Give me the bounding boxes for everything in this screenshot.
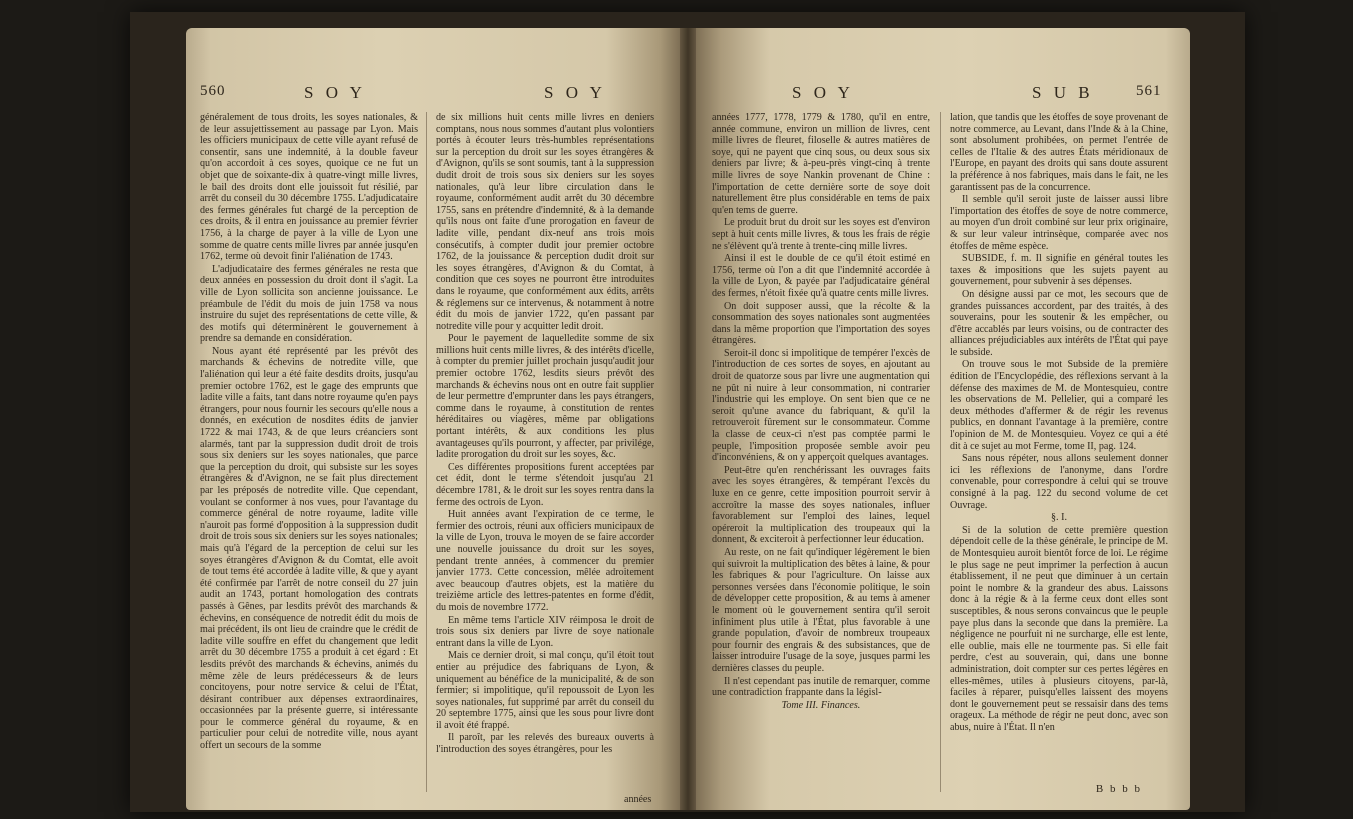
- paragraph: Il n'est cependant pas inutile de remarquer, comme une contradiction frappante dans la législ-: [712, 675, 930, 699]
- column-rule: [940, 112, 941, 792]
- paragraph: Il semble qu'il seroit juste de laisser aussi libre l'importation des étoffes de soye de notre commerce, au moyen d'un droit combiné sur leur prix originaire, & sur leur valeur intrinsèque, comparée avec nos étoffes de même espèce.: [950, 194, 1168, 252]
- paragraph: lation, que tandis que les étoffes de soye provenant de notre commerce, au Levant, dans l'Inde & à la Chine, sont absolument prohibées, on permet l'entrée de celles de l'Italie & des autres États méridionaux de l'Europe, en payant des droits qui sans doute assurent la préférence à nos fabriques, mais dans le fait, ne les garantissent pas de la concurrence.: [950, 112, 1168, 193]
- paragraph: En même tems l'article XIV réimposa le droit de trois sous six deniers par livre de soye nationale entrant dans la ville de Lyon.: [436, 614, 654, 649]
- paragraph: Le produit brut du droit sur les soyes est d'environ sept à huit cents mille livres, & tous les frais de régie ne s'élèvent qu'à trente à trente-cinq mille livres.: [712, 217, 930, 252]
- catchword: années: [624, 794, 652, 805]
- signature-mark: B b b b: [1095, 783, 1142, 795]
- paragraph: Huit années avant l'expiration de ce terme, le fermier des octrois, réuni aux officiers municipaux de la ville de Lyon, trouva le moyen de se faire accorder une nouvelle jouissance du droit sur les soyes, pendant trente années, à commencer du premier janvier 1773. Cette concession, mêlée adroitement avec beaucoup d'autres objets, est la matière du treizième article des lettres-patentes en forme d'édit, du mois de novembre 1772.: [436, 509, 654, 613]
- paragraph: Si de la solution de cette première question dépendoit celle de la thèse générale, le principe de M. de Montesquieu auroit bientôt force de loi. Le régime le plus sage ne peut imprimer la perfection à aucun établissement, il ne peut que diminuer à un certain point le nombre & la grandeur des abus. Laissons donc à la régie & à la ferme ceux dont elles sont susceptibles, & nous serons convaincus que le peuple paye plus dans la seconde que dans la première. La négligence ne pourfuit ni ne surcharge, elle est lente, elle oublie, mais elle ne tourmente pas. Si elle fait perdre, c'est au souverain, qui, dans une bonne administration, doit compter sur ces pertes légères en elles-mêmes, utiles à plusieurs citoyens, par-là, faciles à réparer, puisqu'elles laissent des moyens dont le gouvernement peut se ressaisir dans des tems orageux. La méthode de régir ne peut donc, avec son abus, nuire à l'État. Il n'en: [950, 524, 1168, 733]
- left-page-number: 560: [200, 83, 226, 99]
- left-running-head-1: S O Y: [304, 83, 366, 102]
- paragraph: Mais ce dernier droit, si mal conçu, qu'il étoit tout entier au préjudice des fabriquans de Lyon, & uniquement au bénéfice de la municipalité, & de son fermier; si impolitique, qu'il repoussoit de Lyon les soyes nationales, fut supprimé par arrêt du conseil du 20 septembre 1775, ainsi que les sous pour livre dont il avoit été frappé.: [436, 650, 654, 731]
- right-running-head-1: S O Y: [792, 83, 854, 102]
- paragraph: Au reste, on ne fait qu'indiquer légèrement le bien qui suivroit la multiplication des bêtes à laine, & pour les fabriques & pour l'agriculture. On laisse aux personnes versées dans l'économie politique, le soin de développer cette proposition, & au tems à amener le moment où le gouvernement sentira qu'il seroit infiniment plus utile à l'État, plus favorable à une grande population, d'avoir de nombreux troupeaux pour fournir des engrais & des subsistances, que de laisser introduire l'usage de la soye, jusques parmi les dernières classes du peuple.: [712, 546, 930, 674]
- column-rule: [426, 112, 427, 792]
- left-column-1: [200, 112, 418, 802]
- subside-entry: SUBSIDE, f. m. Il signifie en général toutes les taxes & impositions que les sujets payent au gouvernement, pour subvenir à ses dépenses.: [950, 253, 1168, 288]
- left-page-header: [186, 83, 680, 107]
- paragraph: On désigne aussi par ce mot, les secours que de grandes puissances accordent, par des traités, à des souverains, pour les soutenir & les empêcher, ou d'être accablés par leurs voisins, ou de contracter des alliances préjudiciables aux intérêts de l'État qui paye le subside.: [950, 288, 1168, 358]
- volume-footer: Tome III. Finances.: [781, 699, 861, 711]
- left-page: [186, 28, 680, 810]
- paragraph: années 1777, 1778, 1779 & 1780, qu'il en entre, année commune, environ un million de livres, cent mille livres de fleuret, filoselle & autres matières de soye, qui ne payent que cinq sous, ou deux sous six deniers par livre; & à-peu-près vingt-cinq à trente mille livres de soye Nankin provenant de Chine : l'importation de cette dernière sorte de soye doit naturellement être plus considérable en tems de paix qu'en tems de guerre.: [712, 112, 930, 216]
- right-column-1: [712, 112, 930, 802]
- paragraph: Sans nous répéter, nous allons seulement donner ici les réflexions de l'anonyme, dans l'ordre convenable, pour correspondre à celui qui se trouve consigné à la pag. 122 du second volume de cet Ouvrage.: [950, 453, 1168, 511]
- paragraph: Il paroît, par les relevés des bureaux ouverts à l'introduction des soyes étrangères, pour les: [436, 732, 654, 756]
- paragraph: Nous ayant été représenté par les prévôt des marchands & échevins de notredite ville, que l'aliénation qui leur a été faite desdits droits, jusqu'au premier octobre 1762, est le gage des emprunts que ladite ville a faits, tant dans notre royaume qu'en pays étrangers, pour nous fournir les secours qu'elle nous a donnés, en exécution de nosdites édits de janvier 1722 & mai 1743, & de que leurs créanciers sont alarmés, tant par la suppression dudit droit de trois sous six deniers sur les soyes nationales, que parce que la perception du droit, qui subsiste sur les soyes étrangères & d'Avignon, ne se fait plus directement par les préposés de notredite ville. Que cependant, voulant se conformer à nos vues, pour l'avantage du commerce général de notre royaume, ladite ville n'auroit pas formé d'opposition à la suppression dudit droit de trois sous six deniers sur les soyes nationales; mais qu'à l'égard de la perception de celui sur les soyes étrangères d'Avignon & du Comtat, elle avoit de tout tems été accordée à ladite ville, & que y ayant été confirmée par l'arrêt de notre conseil du 27 juin audit an 1743, portant homologation des contrats passés à Gênes, par lesdits prévôt des marchands & échevins, en conséquence de notredit édit du mois de mai précédent, ils ont lieu de craindre que le crédit de ladite ville souffre en effet du changement que ledit arrêt du 30 décembre 1755 a produit à cet égard : Et lesdits prévôt des marchands & échevins, animés du même zèle de leurs prédécesseurs & de leurs concitoyens, pour notre service & celui de l'État, désirant contribuer aux dépenses extraordinaires, occasionnées par la présente guerre, si intéressante pour le commerce général du royaume, & en particulier pour celui de notredite ville, nous ayant offert un secours de la somme: [200, 345, 418, 752]
- right-page-header: [696, 83, 1190, 107]
- paragraph: généralement de tous droits, les soyes nationales, & de leur assujettissement au passage par Lyon. Mais les officiers municipaux de cette ville ayant refusé de consentir, sans une indemnité, à la double faveur qu'on accordoit à ces soyes, quoique ce ne fut un objet que de soixante-dix à quatre-vingt mille livres, le bail des droits dont elle jouissoit fut résilié, par arrêt du conseil du 30 décembre 1755. L'adjudicataire des fermes générales fut chargé de la perception de ces droits, & il entra en jouissance au premier février 1756, à la charge de payer à la ville de Lyon une somme de quatre cents mille livres par année jusqu'en 1762, terme où devoit finir l'aliénation de 1743.: [200, 112, 418, 263]
- book-gutter: [678, 28, 698, 810]
- paragraph: Ces différentes propositions furent acceptées par cet édit, dont le terme s'étendoit jusqu'au 21 décembre 1781, & le droit sur les soyes rentra dans la ferme des octrois de Lyon.: [436, 461, 654, 508]
- section-heading: §. I.: [1051, 512, 1067, 524]
- open-book: [130, 12, 1245, 812]
- right-column-2: [950, 112, 1168, 802]
- right-page-number: 561: [1136, 83, 1162, 99]
- paragraph: Ainsi il est le double de ce qu'il étoit estimé en 1756, terme où l'on a dit que l'indemnité accordée à la ville de Lyon, & payée par l'adjudicataire général des fermes, n'étoit fixée qu'à quatre cents mille livres.: [712, 253, 930, 299]
- paragraph: Seroit-il donc si impolitique de tempérer l'excès de l'introduction de ces sortes de soyes, en ajoutant au droit de quatorze sous par livre une augmentation qui ne pût ni nuire à leur consommation, ni contrarier l'industrie qui les employe. On sent bien que ce ne seroit qu'une avance du fabriquant, & qu'il la retrouveroit fûrement sur le consommateur. Comme la classe de ceux-ci n'est pas comptée parmi le peuple, l'imposition proposée semble avoir peu d'inconvéniens, & on y apperçoit quelques avantages.: [712, 347, 930, 464]
- paragraph: On trouve sous le mot Subside de la première édition de l'Encyclopédie, des réflexions servant à la défense des maximes de M. de Montesquieu, contre les observations de M. Pellelier, qui a comparé les deux méthodes d'affermer & de régir les revenus publics, en donnant l'avantage à la première, contre l'opinion de M. de Montesquieu. Voyez ce qui a été dit à ce sujet au mot Ferme, tome II, pag. 124.: [950, 359, 1168, 452]
- left-column-2: [436, 112, 654, 802]
- paragraph: Pour le payement de laquelledite somme de six millions huit cents mille livres, & des intérêts d'icelle, à compter du premier juillet prochain jusqu'audit jour premier octobre 1762, lesdits sieurs prévôt des marchands & échevins nous ont en outre fait supplier de leur permettre d'emprunter dans les pays étrangers, comme dans le royaume, à constitution de rentes héréditaires ou viagères, même par obligations portant intérêts, & aux conditions les plus avantageuses qu'ils pourront, y affecter, par privilége, ladite prorogation du droit sur les soyes, &c.: [436, 333, 654, 461]
- right-page: [696, 28, 1190, 810]
- paragraph: On doit supposer aussi, que la récolte & la consommation des soyes nationales sont augmentées dans la même proportion que l'importation des soyes étrangères.: [712, 300, 930, 347]
- right-running-head-2: S U B: [1032, 83, 1094, 102]
- paragraph: L'adjudicataire des fermes générales ne resta que deux années en possession du droit dont il s'agit. La ville de Lyon sollicita son ancienne jouissance. Le préambule de l'édit du mois de juin 1758 va nous instruire du sujet des représentations de cette ville, & des motifs qui déterminèrent le gouvernement à prendre sa demande en considération.: [200, 263, 418, 345]
- paragraph: de six millions huit cents mille livres en deniers comptans, nous nous sommes d'autant plus volontiers portés à écouter leurs très-humbles représentations sur la perception du droit sur les soyes étrangères & d'Avignon, qu'ils se sont soumis, tant à la suppression dudit droit de trois sous six deniers sur les soyes nationales, qu'à leur libre circulation dans le royaume, conformément audit arrêt du 30 décembre 1755, sans en prétendre d'indemnité, & à la demande qu'ils nous ont faite d'une prorogation en faveur de ladite ville, pendant dix-neuf ans trois mois consécutifs, à compter dudit jour premier octobre 1762, de la jouissance & perception dudit droit sur les soyes étrangères, d'Avignon & du Comtat, à condition que ces soyes ne pourront être introduites dans le royaume, que conformément aux édits, arrêts & réglemens sur ce intervenus, & notamment à notre édit du mois de janvier 1722, qu'en passant par notredite ville pour y acquitter ledit droit.: [436, 112, 654, 332]
- paragraph: Peut-être qu'en renchérissant les ouvrages faits avec les soyes étrangères, & tempérant l'excès du luxe en ce genre, cette imposition pourroit servir à accroître la masse des soyes nationales, influer favorablement sur l'emploi des laines, lequel opéreroit la multiplication des troupeaux qui la donnent, & exciteroit à perfectionner leur éducation.: [712, 464, 930, 546]
- left-running-head-2: S O Y: [544, 83, 606, 102]
